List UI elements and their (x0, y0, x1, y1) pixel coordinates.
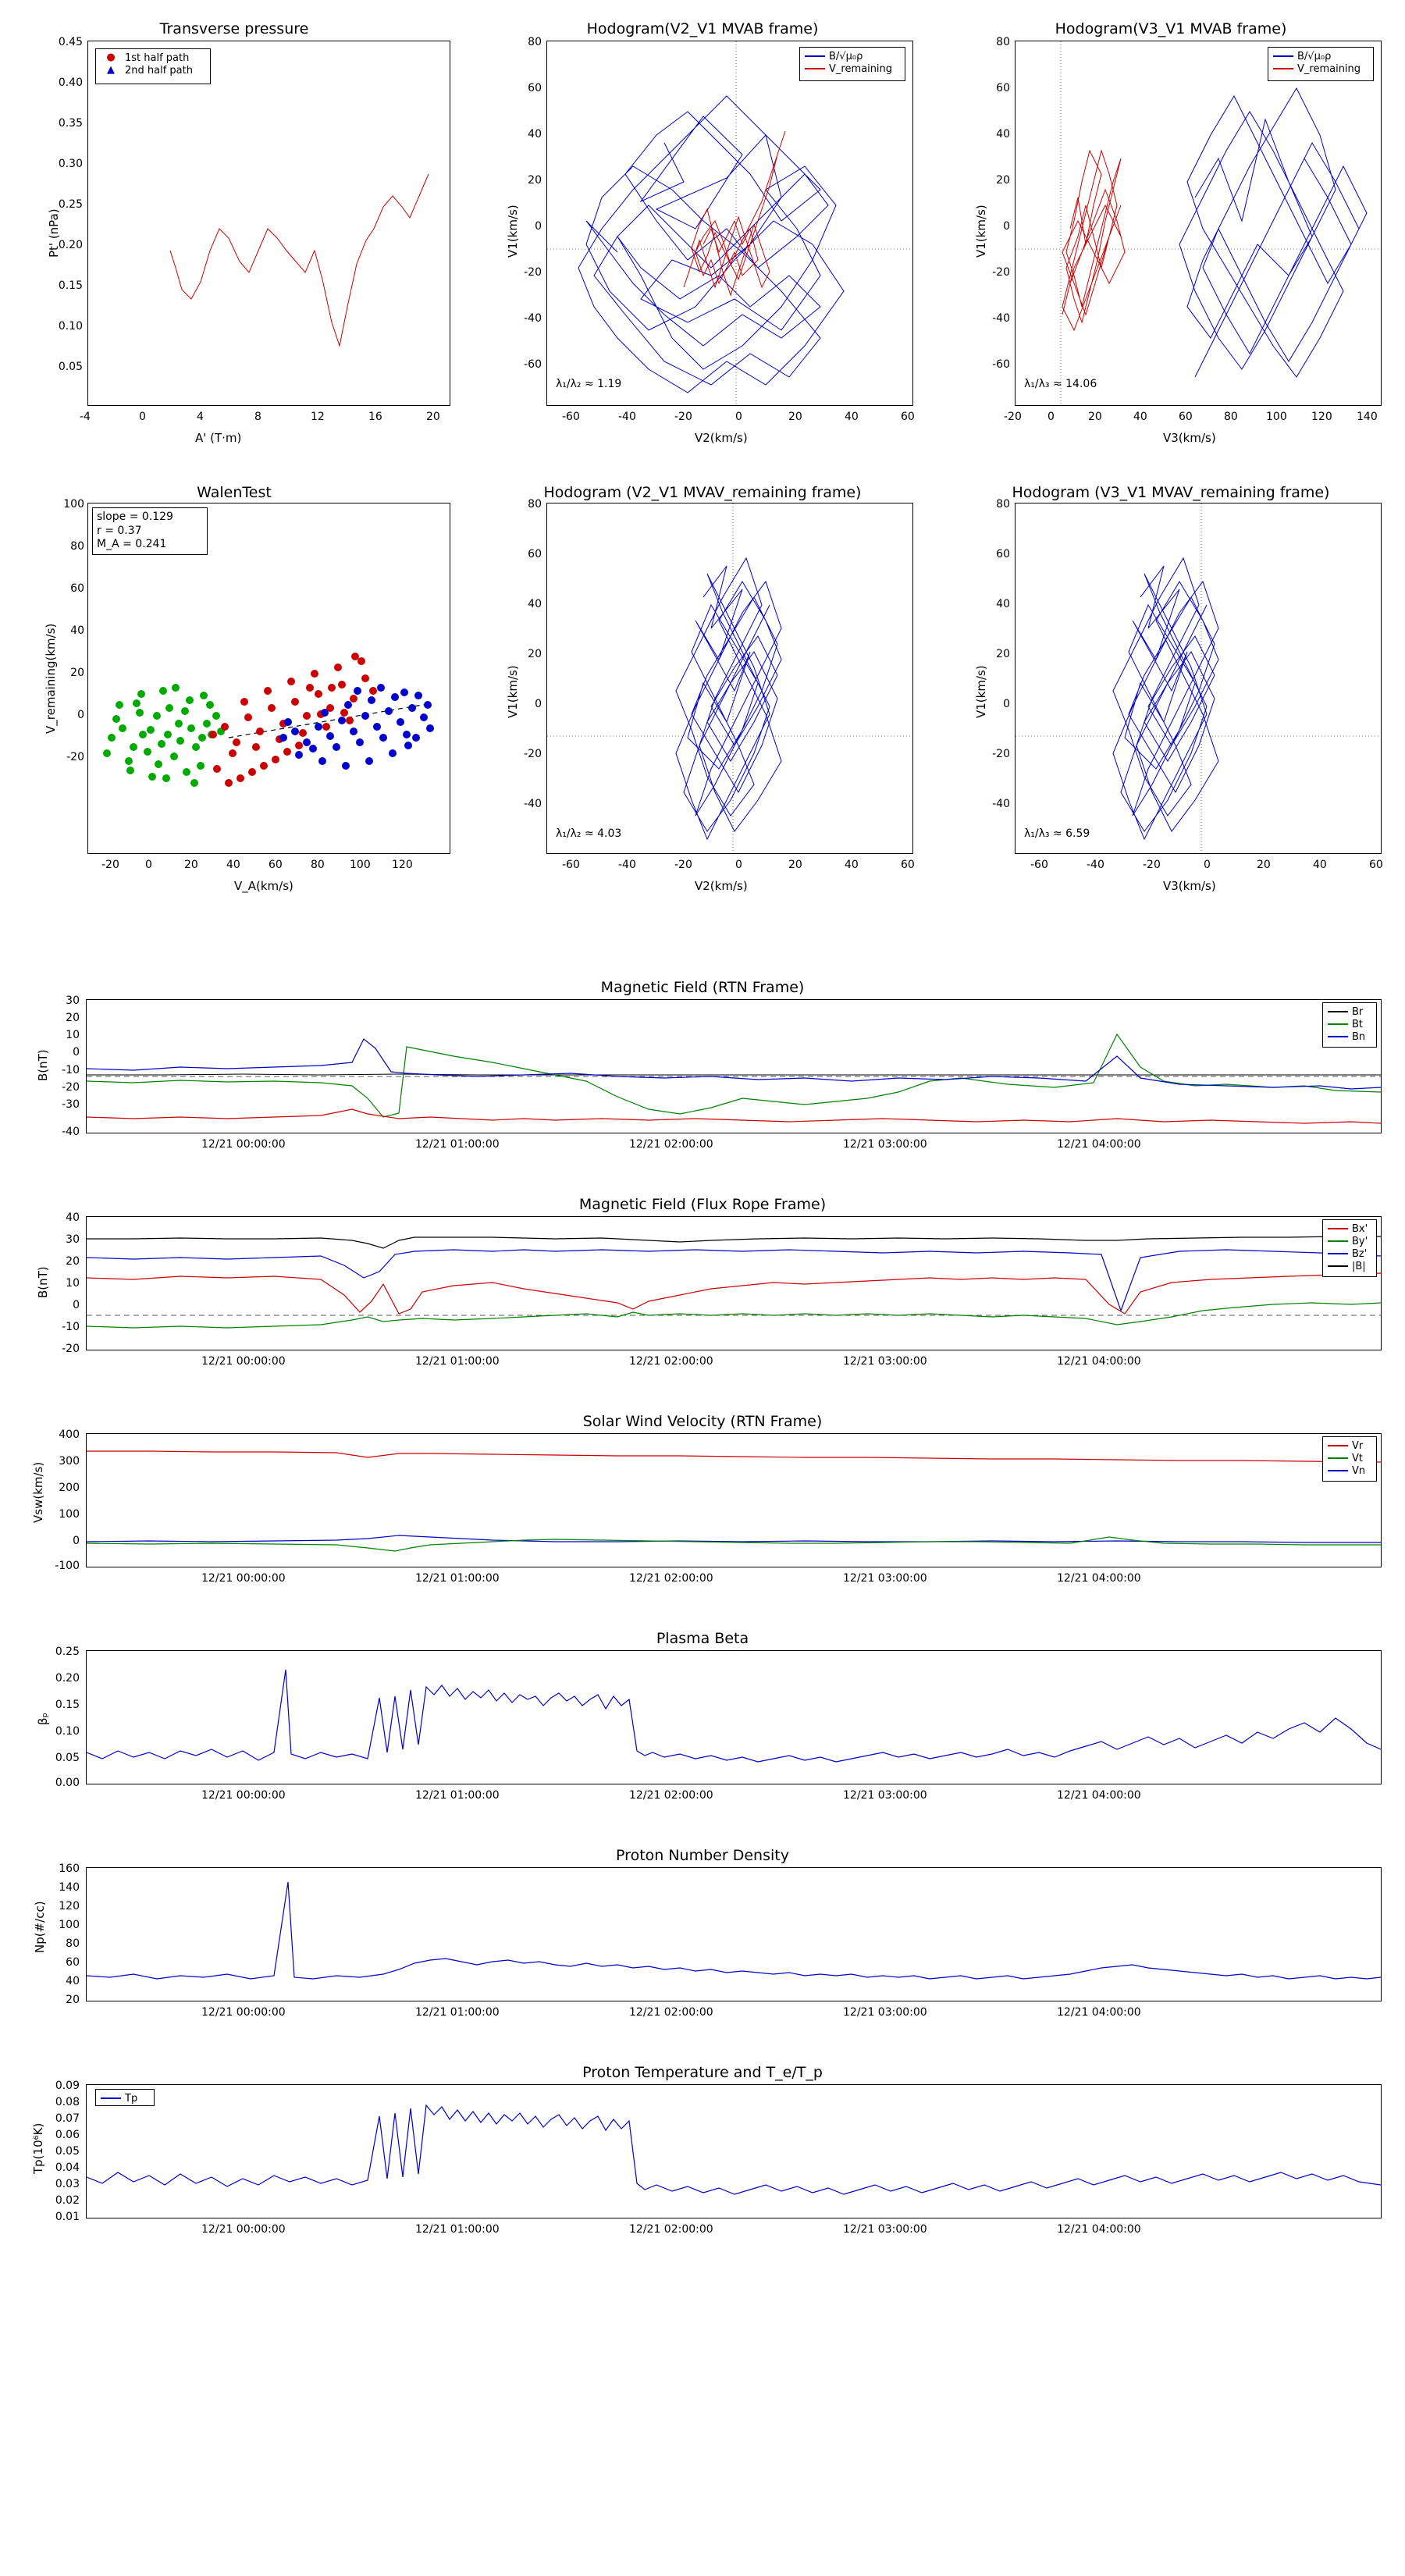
panel-title: Hodogram (V3_V1 MVAV_remaining frame) (1012, 484, 1330, 501)
legend-item (805, 50, 900, 62)
x-tick: 16 (368, 411, 382, 423)
plot-area (86, 1867, 1382, 2001)
y-tick: -20 (62, 1343, 80, 1355)
y-axis-label: Tp(10⁶K) (31, 2122, 45, 2174)
x-axis-label: V3(km/s) (1163, 879, 1216, 893)
x-tick: 12/21 03:00:00 (843, 1789, 927, 1802)
y-tick: 0 (77, 709, 84, 721)
panel-solar-wind-velocity (0, 1410, 1405, 1605)
y-tick: -20 (992, 266, 1010, 279)
panel-hodogram-v2v1-mvav (468, 468, 937, 921)
eigenvalue-ratio-annotation: λ₁/λ₃ ≈ 14.06 (1024, 378, 1097, 390)
y-axis-label: B(nT) (36, 1266, 50, 1298)
legend-label: By' (1352, 1235, 1368, 1247)
legend-item (1328, 1439, 1371, 1452)
y-tick: 100 (59, 1508, 80, 1521)
x-tick: 80 (1224, 411, 1238, 423)
x-tick: 100 (350, 859, 371, 871)
x-tick: 12/21 01:00:00 (415, 1138, 500, 1151)
x-tick: 40 (845, 411, 859, 423)
legend-item (1328, 1452, 1371, 1464)
x-tick: 8 (254, 411, 261, 423)
x-tick: 40 (226, 859, 240, 871)
y-tick: 0.09 (55, 2080, 80, 2092)
legend-label: Bz' (1352, 1247, 1368, 1260)
y-tick: 100 (63, 498, 84, 511)
line-swatch (1328, 1265, 1348, 1267)
x-tick: 12/21 00:00:00 (201, 2006, 286, 2019)
x-tick: -60 (562, 411, 580, 423)
np-trace (87, 1868, 1381, 2001)
x-tick: -20 (1143, 859, 1161, 871)
legend-item (1328, 1005, 1371, 1018)
x-tick: 100 (1266, 411, 1287, 423)
hodogram-v3v1-mvab-trace (1016, 41, 1381, 405)
legend-item (805, 62, 900, 75)
panel-title: Plasma Beta (656, 1630, 749, 1647)
y-tick: 40 (996, 128, 1010, 141)
x-tick: 12/21 04:00:00 (1057, 2006, 1141, 2019)
legend-item (1328, 1222, 1371, 1235)
y-tick: -40 (992, 312, 1010, 325)
x-tick: 0 (1204, 859, 1211, 871)
y-tick: -60 (992, 358, 1010, 371)
legend-label: Br (1352, 1005, 1364, 1018)
panel-walen-test (0, 468, 468, 921)
legend-item (1273, 50, 1368, 62)
legend-label: 1st half path (125, 52, 190, 64)
y-tick: 0 (73, 1046, 80, 1059)
legend-item (101, 64, 205, 76)
x-tick: 60 (901, 859, 915, 871)
legend-label: Bt (1352, 1018, 1364, 1030)
legend-hodogram-v3v1-mvab (1268, 47, 1374, 81)
y-tick: 20 (528, 648, 542, 660)
x-tick: 12/21 02:00:00 (629, 1572, 713, 1585)
panel-title: Proton Number Density (616, 1847, 789, 1864)
legend-item (101, 52, 205, 64)
x-axis-label: V2(km/s) (695, 879, 748, 893)
panel-title: Hodogram (V2_V1 MVAV_remaining frame) (543, 484, 862, 501)
plot-area (86, 1216, 1382, 1350)
hodogram-v2v1-mvav-trace (547, 503, 912, 853)
y-tick: -10 (62, 1321, 80, 1333)
y-tick: 400 (59, 1429, 80, 1441)
y-tick: -20 (992, 748, 1010, 760)
x-tick: 40 (1133, 411, 1147, 423)
x-tick: 60 (1369, 859, 1383, 871)
x-tick: 12/21 02:00:00 (629, 1355, 713, 1368)
legend-label: Tp (125, 2092, 138, 2105)
legend-transverse-pressure (95, 48, 211, 84)
legend-b-fluxrope (1322, 1219, 1377, 1277)
x-tick: 12/21 03:00:00 (843, 1138, 927, 1151)
legend-label: V_remaining (1297, 62, 1361, 75)
legend-label: Vn (1352, 1464, 1366, 1477)
correlation-value: r = 0.37 (97, 524, 142, 537)
circle-marker-icon: ● (106, 52, 116, 63)
y-tick: 0 (535, 698, 542, 710)
panel-title: Magnetic Field (RTN Frame) (600, 979, 805, 996)
plot-area (546, 41, 913, 406)
y-tick: 0.25 (58, 198, 83, 211)
y-tick: 20 (996, 174, 1010, 187)
x-tick: 20 (426, 411, 440, 423)
y-axis-label: B(nT) (36, 1049, 50, 1081)
x-tick: 20 (1257, 859, 1271, 871)
y-tick: 0.20 (58, 239, 83, 251)
y-tick: -20 (62, 1081, 80, 1094)
x-tick: 0 (735, 859, 742, 871)
y-tick: 0.10 (58, 320, 83, 333)
x-tick: 12/21 01:00:00 (415, 1572, 500, 1585)
y-tick: 0.04 (55, 2161, 80, 2174)
y-tick: -40 (524, 798, 542, 810)
x-tick: 20 (788, 859, 802, 871)
y-tick: 0.05 (55, 1752, 80, 1764)
x-tick: 12/21 02:00:00 (629, 2223, 713, 2236)
line-swatch (101, 2097, 121, 2099)
x-tick: -20 (674, 859, 692, 871)
x-tick: 12 (311, 411, 325, 423)
x-tick: 12/21 01:00:00 (415, 1789, 500, 1802)
legend-tp (95, 2089, 155, 2106)
x-tick: 12/21 03:00:00 (843, 2223, 927, 2236)
y-tick: 0 (73, 1535, 80, 1547)
x-tick: 120 (392, 859, 413, 871)
eigenvalue-ratio-annotation: λ₁/λ₂ ≈ 1.19 (556, 378, 622, 390)
x-tick: 140 (1357, 411, 1378, 423)
x-tick: -20 (101, 859, 119, 871)
y-tick: 80 (528, 498, 542, 511)
y-tick: 0.15 (55, 1699, 80, 1711)
y-tick: 60 (996, 82, 1010, 94)
x-tick: 40 (1313, 859, 1327, 871)
plot-area (546, 503, 913, 854)
y-tick: 40 (70, 624, 84, 637)
panel-proton-temperature (0, 2061, 1405, 2256)
panel-hodogram-v3v1-mvab (937, 0, 1405, 468)
legend-label: B/√μ₀ρ (829, 50, 863, 62)
y-tick: 0.00 (55, 1777, 80, 1789)
y-tick: 300 (59, 1455, 80, 1468)
panel-title: Magnetic Field (Flux Rope Frame) (578, 1196, 827, 1213)
panel-title: Proton Temperature and T_e/T_p (582, 2064, 823, 2081)
x-tick: 0 (735, 411, 742, 423)
y-tick: 30 (66, 994, 80, 1007)
y-tick: 0.03 (55, 2178, 80, 2190)
legend-label: Bx' (1352, 1222, 1368, 1235)
y-axis-label: V_remaining(km/s) (44, 623, 58, 734)
x-tick: 12/21 03:00:00 (843, 2006, 927, 2019)
y-axis-label: Pt' (nPa) (47, 208, 61, 258)
line-swatch (1328, 1470, 1348, 1471)
legend-label: Vt (1352, 1452, 1363, 1464)
panel-hodogram-v2v1-mvab (468, 0, 937, 468)
panel-plasma-beta (0, 1627, 1405, 1822)
legend-label: |B| (1352, 1260, 1366, 1272)
panel-magnetic-field-flux-rope (0, 1193, 1405, 1388)
y-tick: 40 (66, 1212, 80, 1224)
legend-hodogram-v2v1-mvab (799, 47, 905, 81)
legend-item (1328, 1260, 1371, 1272)
legend-item (1328, 1235, 1371, 1247)
legend-item (1328, 1247, 1371, 1260)
y-tick: 60 (528, 82, 542, 94)
y-axis-label: Np(#/cc) (33, 1901, 47, 1953)
legend-item (1328, 1464, 1371, 1477)
line-swatch (1328, 1240, 1348, 1242)
legend-label: Vr (1352, 1439, 1364, 1452)
x-tick: 60 (901, 411, 915, 423)
x-tick: 12/21 04:00:00 (1057, 2223, 1141, 2236)
panel-title: Hodogram(V2_V1 MVAB frame) (586, 20, 819, 37)
x-tick: 12/21 02:00:00 (629, 2006, 713, 2019)
y-tick: 160 (59, 1863, 80, 1875)
legend-item (1328, 1018, 1371, 1030)
x-tick: 4 (197, 411, 204, 423)
y-tick: 0.02 (55, 2194, 80, 2207)
line-swatch (1328, 1445, 1348, 1446)
line-swatch (1273, 55, 1293, 57)
x-tick: 12/21 01:00:00 (415, 2223, 500, 2236)
vsw-trace (87, 1434, 1381, 1567)
x-tick: -20 (674, 411, 692, 423)
y-tick: 140 (59, 1881, 80, 1894)
y-axis-label: V1(km/s) (974, 205, 988, 258)
y-tick: 0 (1003, 698, 1010, 710)
plot-area (86, 1650, 1382, 1784)
line-swatch (805, 68, 825, 69)
x-axis-label: V2(km/s) (695, 431, 748, 445)
y-tick: 80 (996, 498, 1010, 511)
y-tick: 120 (59, 1900, 80, 1912)
x-tick: 12/21 04:00:00 (1057, 1572, 1141, 1585)
y-tick: 60 (996, 548, 1010, 560)
walen-scatter (88, 503, 450, 853)
y-tick: 200 (59, 1482, 80, 1494)
x-tick: 120 (1311, 411, 1332, 423)
y-tick: 10 (66, 1277, 80, 1290)
legend-item (1273, 62, 1368, 75)
panel-magnetic-field-rtn (0, 976, 1405, 1171)
plot-area (87, 503, 450, 854)
x-tick: 20 (184, 859, 198, 871)
x-tick: 0 (139, 411, 146, 423)
slope-value: slope = 0.129 (97, 511, 173, 523)
y-tick: -40 (524, 312, 542, 325)
x-tick: 12/21 04:00:00 (1057, 1789, 1141, 1802)
x-tick: 40 (845, 859, 859, 871)
x-tick: 12/21 03:00:00 (843, 1572, 927, 1585)
y-tick: 0.05 (55, 2145, 80, 2158)
line-swatch (1328, 1457, 1348, 1459)
y-tick: 10 (66, 1029, 80, 1041)
y-tick: 20 (996, 648, 1010, 660)
y-axis-label: V1(km/s) (506, 205, 520, 258)
y-tick: 40 (996, 598, 1010, 610)
panel-transverse-pressure (0, 0, 468, 468)
panel-title: WalenTest (197, 484, 272, 501)
y-tick: -60 (524, 358, 542, 371)
line-swatch (1328, 1253, 1348, 1254)
x-axis-label: V_A(km/s) (234, 879, 293, 893)
x-tick: -40 (618, 411, 636, 423)
y-tick: 0 (535, 220, 542, 233)
eigenvalue-ratio-annotation: λ₁/λ₂ ≈ 4.03 (556, 827, 622, 840)
hodogram-v2v1-mvab-trace (547, 41, 912, 405)
x-tick: -40 (1087, 859, 1104, 871)
x-tick: 80 (311, 859, 325, 871)
y-tick: 0.01 (55, 2211, 80, 2223)
x-tick: -60 (1030, 859, 1048, 871)
y-tick: 60 (528, 548, 542, 560)
y-tick: 0.25 (55, 1646, 80, 1658)
x-tick: 12/21 00:00:00 (201, 1138, 286, 1151)
tp-trace (87, 2085, 1381, 2218)
y-tick: -20 (524, 748, 542, 760)
triangle-marker-icon: ▲ (107, 64, 115, 76)
plot-area (87, 41, 450, 406)
x-axis-label: A' (T·m) (195, 431, 242, 445)
y-tick: 20 (66, 1994, 80, 2006)
x-tick: 60 (1179, 411, 1193, 423)
y-axis-label: βₚ (36, 1713, 50, 1725)
panel-title: Transverse pressure (159, 20, 309, 37)
eigenvalue-ratio-annotation: λ₁/λ₃ ≈ 6.59 (1024, 827, 1090, 840)
legend-b-rtn (1322, 1002, 1377, 1048)
x-tick: 12/21 03:00:00 (843, 1355, 927, 1368)
y-tick: 80 (66, 1937, 80, 1950)
y-tick: 20 (66, 1255, 80, 1268)
x-tick: 12/21 00:00:00 (201, 2223, 286, 2236)
x-tick: 12/21 04:00:00 (1057, 1355, 1141, 1368)
y-axis-label: V1(km/s) (506, 665, 520, 718)
y-tick: 60 (70, 582, 84, 595)
x-tick: 12/21 04:00:00 (1057, 1138, 1141, 1151)
y-tick: -20 (524, 266, 542, 279)
transverse-pressure-trace (88, 41, 450, 405)
legend-label: 2nd half path (125, 64, 193, 76)
line-swatch (1328, 1023, 1348, 1025)
y-tick: 0.05 (58, 361, 83, 373)
line-swatch (1328, 1011, 1348, 1012)
y-tick: 20 (528, 174, 542, 187)
x-tick: 20 (1088, 411, 1102, 423)
legend-label: V_remaining (829, 62, 893, 75)
y-axis-label: Vsw(km/s) (31, 1461, 45, 1523)
y-tick: 20 (70, 667, 84, 679)
plasma-beta-trace (87, 1651, 1381, 1784)
x-axis-label: V3(km/s) (1163, 431, 1216, 445)
y-tick: 0 (73, 1299, 80, 1311)
line-swatch (1273, 68, 1293, 69)
y-tick: 0.08 (55, 2096, 80, 2108)
y-tick: -40 (62, 1126, 80, 1138)
y-tick: 0.07 (55, 2112, 80, 2125)
x-tick: -4 (80, 411, 91, 423)
x-tick: 12/21 00:00:00 (201, 1355, 286, 1368)
x-tick: 12/21 01:00:00 (415, 1355, 500, 1368)
y-tick: 0.35 (58, 117, 83, 130)
panel-title: Solar Wind Velocity (RTN Frame) (582, 1413, 823, 1430)
plot-area (86, 999, 1382, 1133)
x-tick: -20 (1004, 411, 1022, 423)
hodogram-v3v1-mvav-trace (1016, 503, 1381, 853)
y-tick: 0.40 (58, 76, 83, 89)
y-tick: 60 (66, 1956, 80, 1969)
y-tick: -30 (62, 1098, 80, 1111)
plot-area (1015, 503, 1382, 854)
legend-label: B/√μ₀ρ (1297, 50, 1332, 62)
y-tick: 0.06 (55, 2129, 80, 2141)
b-fluxrope-trace (87, 1217, 1381, 1350)
y-tick: 0.20 (55, 1672, 80, 1685)
y-tick: 0.45 (58, 36, 83, 48)
x-tick: 12/21 00:00:00 (201, 1572, 286, 1585)
y-tick: 80 (70, 540, 84, 553)
legend-vsw (1322, 1436, 1377, 1482)
x-tick: -40 (618, 859, 636, 871)
plot-area (86, 2084, 1382, 2218)
y-tick: 40 (528, 598, 542, 610)
b-rtn-trace (87, 1000, 1381, 1133)
panel-hodogram-v3v1-mvav (937, 468, 1405, 921)
y-axis-label: V1(km/s) (974, 665, 988, 718)
x-tick: 0 (145, 859, 152, 871)
x-tick: 12/21 02:00:00 (629, 1138, 713, 1151)
legend-label: Bn (1352, 1030, 1366, 1043)
line-swatch (1328, 1228, 1348, 1229)
y-tick: 40 (66, 1975, 80, 1987)
y-tick: -40 (992, 798, 1010, 810)
y-tick: 0.30 (58, 158, 83, 170)
line-swatch (1328, 1036, 1348, 1037)
y-tick: 80 (996, 36, 1010, 48)
y-tick: 40 (528, 128, 542, 141)
legend-item (1328, 1030, 1371, 1043)
x-tick: -60 (562, 859, 580, 871)
panel-title: Hodogram(V3_V1 MVAB frame) (1055, 20, 1287, 37)
y-tick: -10 (62, 1064, 80, 1076)
y-tick: -20 (66, 751, 84, 763)
y-tick: 0.15 (58, 279, 83, 292)
y-tick: 20 (66, 1012, 80, 1024)
x-tick: 12/21 00:00:00 (201, 1789, 286, 1802)
x-tick: 12/21 02:00:00 (629, 1789, 713, 1802)
plot-area (86, 1433, 1382, 1567)
alfven-mach-value: M_A = 0.241 (97, 538, 167, 550)
y-tick: 80 (528, 36, 542, 48)
y-tick: 0.10 (55, 1725, 80, 1738)
panel-proton-number-density (0, 1844, 1405, 2039)
x-tick: 0 (1048, 411, 1055, 423)
line-swatch (805, 55, 825, 57)
legend-item (101, 2092, 149, 2105)
plot-area (1015, 41, 1382, 406)
x-tick: 12/21 01:00:00 (415, 2006, 500, 2019)
y-tick: 100 (59, 1919, 80, 1931)
y-tick: -100 (55, 1560, 80, 1572)
x-tick: 20 (788, 411, 802, 423)
x-tick: 60 (269, 859, 283, 871)
walen-stats-box (92, 507, 208, 555)
y-tick: 0 (1003, 220, 1010, 233)
y-tick: 30 (66, 1233, 80, 1246)
